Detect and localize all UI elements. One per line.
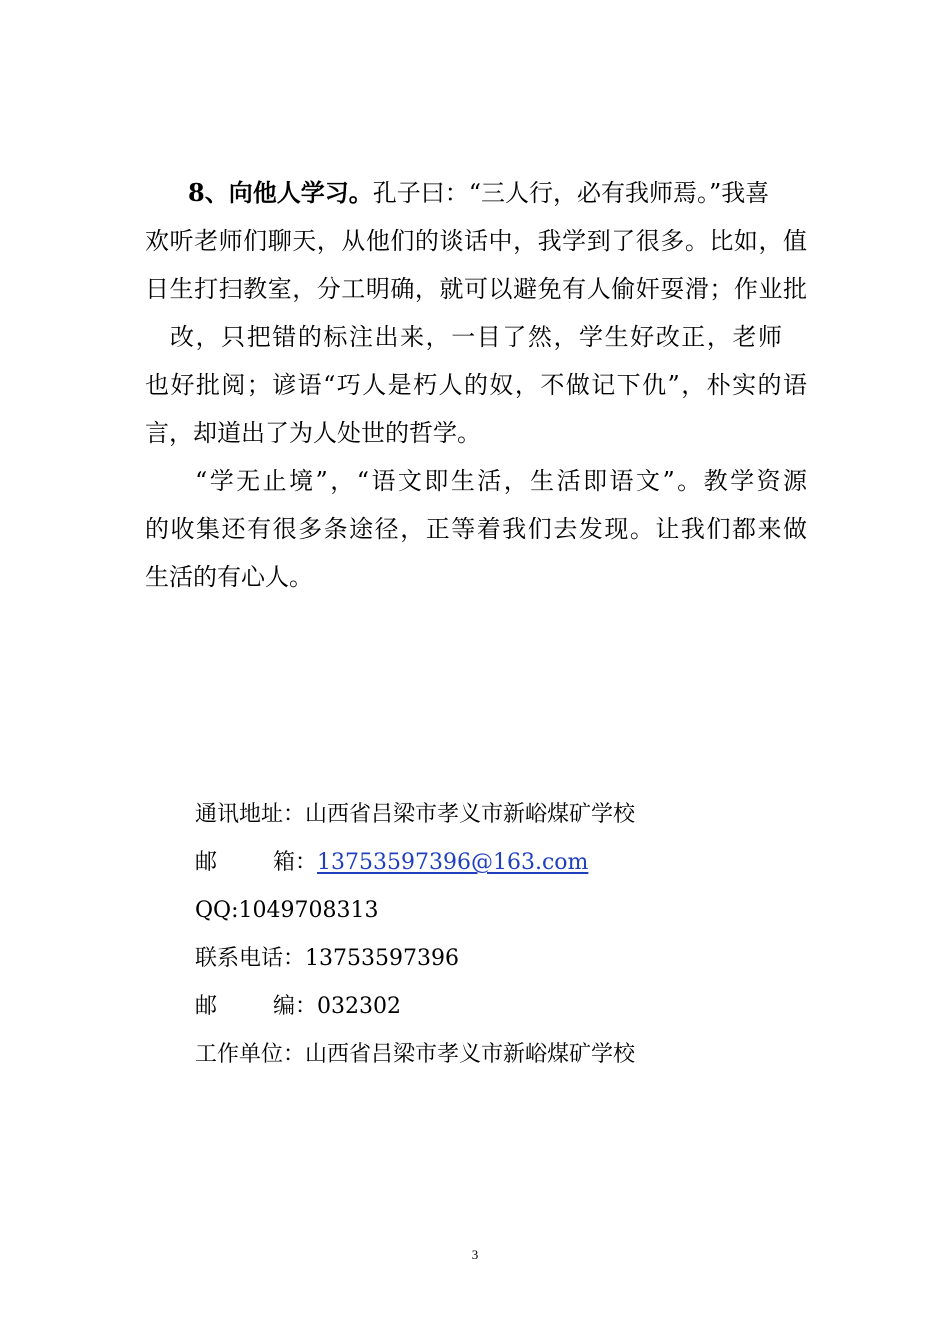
address-label: 通讯地址： [195, 802, 306, 827]
paragraph-1-line-1 [188, 178, 769, 208]
workplace-value: 山西省吕梁市孝义市新峪煤矿学校 [305, 1042, 636, 1067]
paragraph-2-line-2: 的收集还有很多条途径，正等着我们去发现。让我们都来做 [145, 515, 807, 543]
postcode-label-char: 邮 [195, 994, 218, 1019]
postcode-value: 032302 [317, 994, 401, 1019]
paragraph-2-line-3: 生活的有心人。 [145, 563, 313, 591]
section-heading: 8、向他人学习。 [188, 178, 373, 207]
postcode-label [195, 992, 317, 1022]
postcode-label-colon: 编： [272, 994, 317, 1019]
phone-value: 13753597396 [305, 946, 459, 971]
paragraph-1-line-5: 也好批阅；谚语“巧人是朽人的奴，不做记下仇”，朴实的语 [145, 371, 807, 399]
contact-postcode [195, 992, 401, 1022]
paragraph-1-line-3: 日生打扫教室，分工明确，就可以避免有人偷奸耍滑；作业批 [145, 275, 807, 303]
paragraph-2-line-1: “学无止境”，“语文即生活，生活即语文”。教学资源 [195, 467, 807, 495]
email-label [195, 848, 317, 878]
contact-address [195, 800, 635, 830]
contact-qq [195, 896, 378, 926]
paragraph-1-line-1-text: 孔子曰：“三人行，必有我师焉。”我喜 [372, 179, 770, 207]
workplace-label: 工作单位： [195, 1042, 306, 1067]
contact-phone [195, 944, 459, 974]
address-value: 山西省吕梁市孝义市新峪煤矿学校 [305, 802, 636, 827]
paragraph-1-line-6: 言，却道出了为人处世的哲学。 [145, 419, 481, 447]
email-label-colon: 箱： [272, 850, 317, 875]
email-link[interactable]: 13753597396@163.com [317, 850, 589, 875]
qq-value: 1049708313 [238, 898, 379, 923]
qq-label: QQ: [195, 898, 239, 923]
page-number: 3 [471, 1247, 479, 1262]
contact-email [195, 848, 588, 878]
email-label-char: 邮 [195, 850, 218, 875]
paragraph-1-line-4: 改，只把错的标注出来，一目了然，学生好改正，老师 [170, 323, 782, 351]
phone-label: 联系电话： [195, 946, 306, 971]
contact-workplace [195, 1040, 635, 1070]
paragraph-1-line-2: 欢听老师们聊天，从他们的谈话中，我学到了很多。比如，值 [145, 227, 807, 255]
